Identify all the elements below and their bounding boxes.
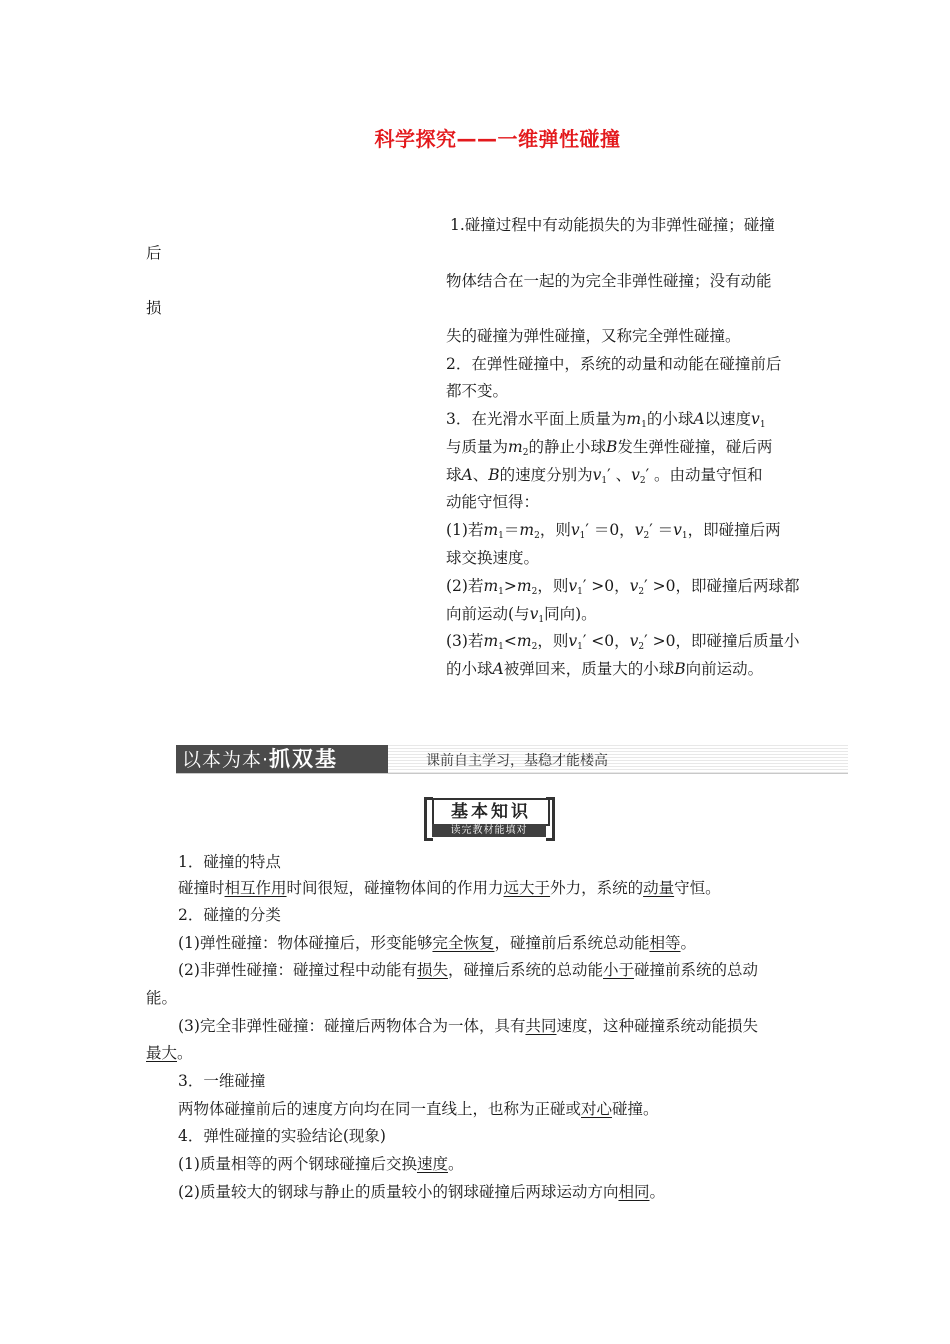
subscript: 1 — [601, 476, 608, 486]
text: ′ >0， — [582, 577, 630, 595]
symbol: m — [626, 410, 642, 428]
knowledge-box-title: 基本知识 — [432, 798, 550, 826]
subscript: 1 — [498, 587, 504, 597]
text: (2)非弹性碰撞：碰撞过程中动能有 — [178, 961, 417, 979]
text: ′ >0，即碰撞后质量小 — [644, 632, 800, 650]
subscript: 1 — [759, 420, 766, 430]
subscript: 1 — [681, 531, 688, 541]
text: 的小球 — [446, 660, 493, 678]
summary-line-9: 动能守恒得： — [446, 493, 540, 511]
case-1 — [446, 520, 781, 546]
text: 。 — [447, 1155, 464, 1173]
symbol: v — [629, 577, 639, 595]
fill-answer: 相互作用 — [224, 879, 287, 897]
text: 的小球 — [646, 410, 694, 428]
text: 。 — [680, 934, 697, 952]
symbol: A — [693, 410, 705, 428]
symbol: v — [568, 632, 578, 650]
subscript: 1 — [577, 587, 583, 597]
heading-2: 2．碰撞的分类 — [178, 906, 281, 924]
symbol: v — [570, 521, 580, 539]
case-2 — [446, 576, 799, 602]
text: 碰撞前系统的总动 — [634, 961, 759, 979]
body-line — [178, 933, 696, 953]
heading-4: 4．弹性碰撞的实验结论(现象) — [178, 1127, 386, 1145]
symbol: A — [461, 466, 473, 484]
symbol: v — [568, 577, 578, 595]
text: > — [503, 577, 517, 595]
text: 、 — [472, 466, 489, 484]
heading-1: 1．碰撞的特点 — [178, 853, 281, 871]
text: 被弹回来，质量大的小球 — [503, 660, 675, 678]
banner-emphasis: 抓双基 — [269, 747, 339, 771]
text: ′ >0，即碰撞后两球都 — [644, 577, 800, 595]
symbol: m — [508, 438, 523, 456]
subscript: 1 — [641, 420, 647, 430]
knowledge-box-subtitle: 读完教材能填对 — [432, 824, 546, 837]
subscript: 1 — [498, 531, 504, 541]
subscript: 1 — [498, 642, 504, 652]
text: ′ <0， — [582, 632, 630, 650]
text: 。 — [177, 1044, 193, 1062]
subscript: 2 — [638, 642, 645, 652]
text: 两物体碰撞前后的速度方向均在同一直线上，也称为正碰或 — [178, 1100, 582, 1118]
summary-line-7 — [446, 437, 772, 463]
text: 守恒。 — [674, 879, 721, 897]
fill-answer: 共同 — [525, 1017, 557, 1035]
text: 。由动量守恒和 — [654, 466, 763, 484]
symbol: v — [751, 410, 760, 428]
case-3 — [446, 631, 799, 657]
text: 碰撞。 — [612, 1100, 659, 1118]
summary-line-6 — [446, 409, 766, 435]
banner-text: 以本为本· — [182, 749, 270, 771]
text: ＝ — [503, 521, 520, 539]
symbol: v — [629, 632, 639, 650]
body-line — [178, 878, 721, 898]
symbol: A — [492, 660, 504, 678]
text: (1)若 — [446, 521, 484, 539]
fill-answer: 速度 — [416, 1155, 448, 1173]
body-line — [178, 1182, 665, 1202]
text: 3．在光滑水平面上质量为 — [446, 410, 627, 428]
text: ′ ＝0， — [585, 521, 635, 539]
subscript: 1 — [579, 531, 586, 541]
case-1-cont: 球交换速度。 — [446, 549, 540, 567]
body-line — [178, 1099, 659, 1119]
text: ，即碰撞后两 — [687, 521, 781, 539]
text: ′ ＝ — [649, 521, 674, 539]
fill-answer: 小于 — [603, 961, 635, 979]
symbol: m — [483, 521, 499, 539]
summary-line-5: 都不变。 — [446, 382, 509, 400]
text: (3)若 — [446, 632, 484, 650]
body-line — [178, 1154, 464, 1174]
subscript: 2 — [643, 531, 650, 541]
text: < — [503, 632, 517, 650]
subscript: 2 — [639, 476, 646, 486]
case-2-cont — [446, 604, 597, 630]
symbol: v — [631, 466, 640, 484]
symbol: B — [488, 466, 500, 484]
subscript: 1 — [538, 615, 545, 625]
case-3-cont — [446, 659, 763, 679]
fill-answer: 相等 — [649, 934, 681, 952]
symbol: B — [674, 660, 686, 678]
symbol: B — [605, 438, 618, 456]
fill-answer: 完全恢复 — [432, 934, 495, 952]
symbol: v — [529, 605, 539, 623]
text: ，则 — [539, 521, 571, 539]
fill-answer: 相同 — [618, 1183, 650, 1201]
text: 同向)。 — [544, 605, 597, 623]
text: 与质量为 — [446, 438, 509, 456]
text: 向前运动(与 — [446, 605, 530, 623]
symbol: m — [516, 577, 532, 595]
text: 球 — [446, 466, 462, 484]
text: ，碰撞前后系统总动能 — [494, 934, 650, 952]
fill-answer: 对心 — [581, 1100, 613, 1118]
subscript: 2 — [638, 587, 645, 597]
summary-line-1 — [450, 215, 775, 235]
symbol: v — [634, 521, 644, 539]
subscript: 2 — [522, 448, 529, 458]
text: 以速度 — [704, 410, 752, 428]
subscript: 2 — [534, 531, 540, 541]
text: 时间很短，碰撞物体间的作用力 — [286, 879, 504, 897]
text: 碰撞时 — [178, 879, 225, 897]
heading-3: 3．一维碰撞 — [178, 1072, 266, 1090]
fill-answer: 最大 — [146, 1044, 178, 1062]
text: 向前运动。 — [685, 660, 764, 678]
text: (2)若 — [446, 577, 484, 595]
text: (3)完全非弹性碰撞：碰撞后两物体合为一体，具有 — [178, 1017, 526, 1035]
text: 外力，系统的 — [550, 879, 644, 897]
body-line — [178, 960, 758, 980]
summary-text: 1.碰撞过程中有动能损失的为非弹性碰撞；碰撞 — [450, 216, 775, 234]
text: ，碰撞后系统的总动能 — [447, 961, 603, 979]
symbol: v — [673, 521, 682, 539]
body-line — [178, 1016, 758, 1036]
text: (1)质量相等的两个钢球碰撞后交换 — [178, 1155, 417, 1173]
text: (1)弹性碰撞：物体碰撞后，形变能够 — [178, 934, 433, 952]
summary-line-8: 球A、B的速度分别为$v_1'$ 、$v_2'$ 。由动量守恒和 — [446, 466, 763, 486]
symbol: m — [483, 632, 499, 650]
text: 的静止小球 — [528, 438, 606, 456]
symbol: v — [592, 466, 602, 484]
text: (2)质量较大的钢球与静止的质量较小的钢球碰撞后两球运动方向 — [178, 1183, 619, 1201]
fill-answer: 动量 — [643, 879, 675, 897]
symbol: m — [519, 521, 535, 539]
summary-line-2: 物体结合在一起的为完全非弹性碰撞；没有动能 — [446, 272, 772, 290]
body-line — [146, 1043, 193, 1063]
text: 的速度分别为 — [499, 466, 593, 484]
subscript: 2 — [531, 642, 538, 652]
summary-line-4: 2．在弹性碰撞中，系统的动量和动能在碰撞前后 — [446, 355, 782, 373]
symbol: m — [516, 632, 532, 650]
text: 发生弹性碰撞，碰后两 — [617, 438, 773, 456]
section-banner-slogan: 课前自主学习，基稳才能楼高 — [426, 753, 608, 769]
body-line: 能。 — [146, 989, 178, 1007]
text: ，则 — [537, 632, 569, 650]
subscript: 1 — [577, 642, 583, 652]
symbol: m — [483, 577, 499, 595]
fill-answer: 远大于 — [503, 879, 551, 897]
margin-char: 损 — [146, 299, 162, 317]
margin-char: 后 — [146, 244, 162, 262]
page-title: 科学探究——一维弹性碰撞 — [374, 127, 621, 151]
text: ，则 — [537, 577, 569, 595]
summary-line-3: 失的碰撞为弹性碰撞，又称完全弹性碰撞。 — [446, 327, 741, 345]
text: 。 — [649, 1183, 665, 1201]
section-banner-label — [182, 747, 338, 772]
subscript: 2 — [531, 587, 538, 597]
fill-answer: 损失 — [416, 961, 448, 979]
text: 速度，这种碰撞系统动能损失 — [556, 1017, 758, 1035]
